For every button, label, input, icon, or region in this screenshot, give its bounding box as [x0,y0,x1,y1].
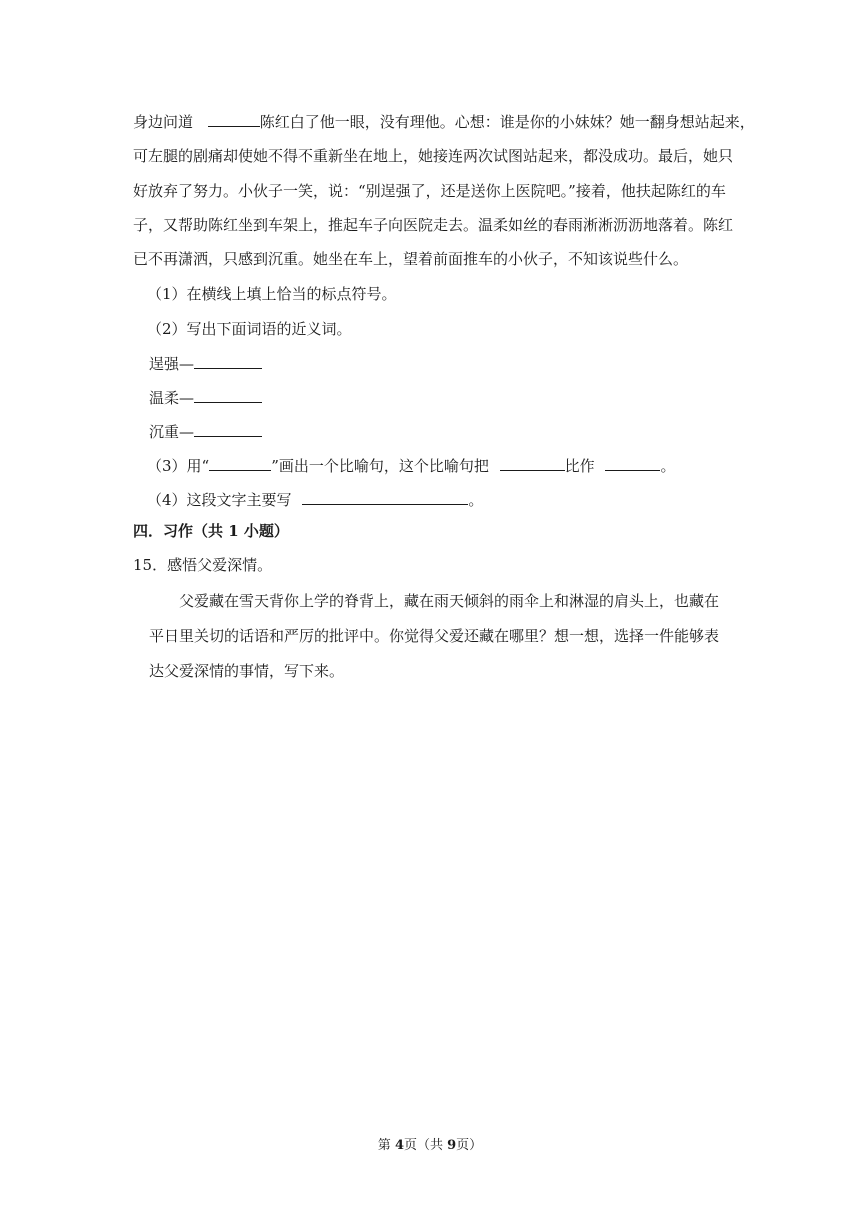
question-text: ”画出一个比喻句，这个比喻句把 [271,457,489,475]
footer-text: 页（共 [403,1138,448,1153]
prompt-line-3 [149,661,344,681]
passage-line-3 [133,181,726,201]
prompt-text: 达父爱深情的事情，写下来。 [149,662,345,680]
question-15-title [133,555,272,575]
page-footer [0,1137,860,1155]
passage-line-5 [133,249,688,269]
question-text: 。 [468,491,484,509]
synonym-item-2 [149,387,262,408]
answer-blank[interactable] [194,421,262,437]
word-label: 逞强— [149,355,195,373]
prompt-text: 父爱藏在雪天背你上学的脊背上，藏在雨天倾斜的雨伞上和淋湿的肩头上，也藏在 [179,592,720,610]
answer-blank[interactable] [209,455,271,471]
punctuation-blank[interactable] [208,111,260,127]
passage-line-4 [133,215,733,235]
synonym-item-3 [149,421,262,442]
prompt-line-1 [179,591,719,611]
word-label: 沉重— [149,423,195,441]
passage-text: 好放弃了努力。小伙子一笑，说：“别逞强了，还是送你上医院吧。”接着，他扶起陈红的车 [133,182,726,200]
question-3 [147,455,675,476]
answer-blank[interactable] [500,455,565,471]
footer-text: 页） [456,1138,483,1153]
passage-line-1 [133,111,755,132]
question-4 [147,489,483,510]
question-text: （4）这段文字主要写 [147,491,292,509]
passage-text: 可左腿的剧痛却使她不得不重新坐在地上，她接连两次试图站起来，都没成功。最后，她只 [133,147,734,165]
prompt-text: 平日里关切的话语和严厉的批评中。你觉得父爱还藏在哪里？想一想，选择一件能够表 [149,627,720,645]
passage-line-2 [133,146,733,166]
answer-blank[interactable] [605,455,660,471]
passage-text: 已不再潇洒，只感到沉重。她坐在车上，望着前面推车的小伙子，不知该说些什么。 [133,250,689,268]
question-2 [147,319,352,339]
question-text: 15．感悟父爱深情。 [133,556,273,574]
prompt-line-2 [149,626,719,646]
footer-text: 第 [377,1138,395,1153]
passage-text: 陈红白了他一眼，没有理他。心想：谁是你的小妹妹？她一翻身想站起来， [259,113,755,131]
answer-blank[interactable] [194,353,262,369]
word-label: 温柔— [149,389,195,407]
question-text: 。 [660,457,676,475]
passage-text: 子，又帮助陈红坐到车架上，推起车子向医院走去。温柔如丝的春雨淅淅沥沥地落着。陈红 [133,216,734,234]
passage-text: 身边问道 [133,113,194,131]
question-text: （1）在横线上填上恰当的标点符号。 [147,285,397,303]
question-text: 比作 [564,457,595,475]
question-text: （3）用“ [147,457,210,475]
answer-blank[interactable] [302,489,468,505]
synonym-item-1 [149,353,262,374]
heading-text: 四．习作（共 1 小题） [133,522,289,540]
question-1 [147,284,397,304]
section-heading [133,521,289,541]
page-number: 4 [394,1138,404,1153]
answer-blank[interactable] [194,387,262,403]
question-text: （2）写出下面词语的近义词。 [147,320,352,338]
total-pages: 9 [447,1138,457,1153]
